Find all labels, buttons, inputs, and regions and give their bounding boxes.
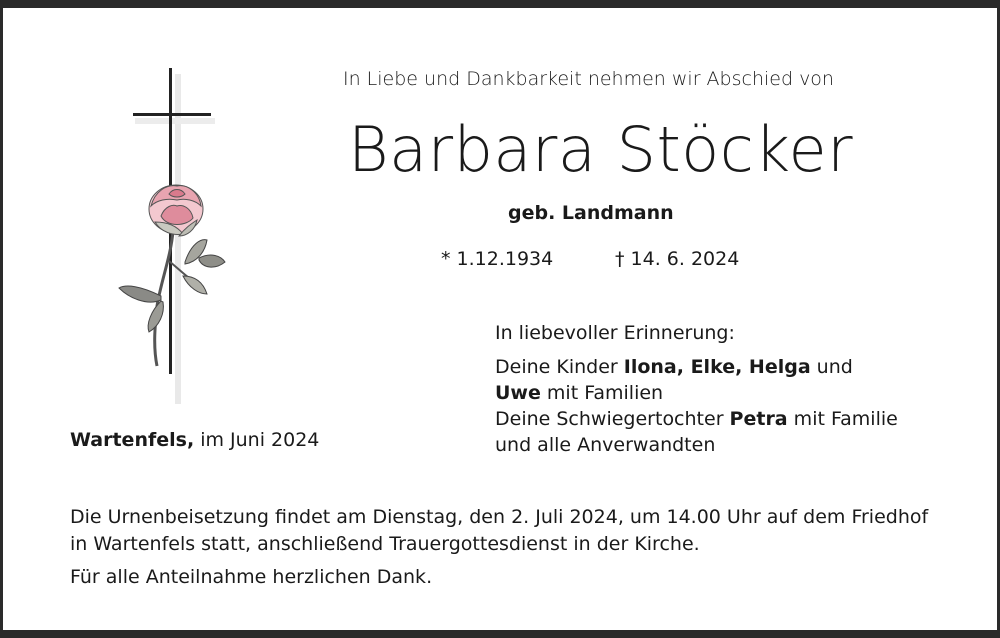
funeral-line-2: in Wartenfels statt, anschließend Trauergottesdienst in der Kirche. [70, 533, 700, 555]
mourners-block [495, 320, 898, 458]
son-name: Uwe [495, 382, 541, 404]
maiden-name: geb. Landmann [508, 202, 674, 224]
funeral-line-1: Die Urnenbeisetzung findet am Dienstag, den 2. Juli 2024, um 14.00 Uhr auf dem Friedhof [70, 506, 929, 528]
place-and-date [70, 429, 319, 451]
thanks-text: Für alle Anteilnahme herzlichen Dank. [70, 566, 433, 588]
daughter-in-law-name: Petra [729, 408, 788, 430]
birth-date: * 1.12.1934 [441, 248, 554, 270]
mourners-line-relatives: und alle Anverwandten [495, 434, 716, 456]
children-names: Ilona, Elke, Helga [623, 356, 811, 378]
deceased-name: Barbara Stöcker [348, 113, 854, 186]
month-year: im Juni 2024 [194, 429, 320, 451]
mourners-line-children: Deine Kinder Ilona, Elke, Helga und [495, 356, 853, 378]
intro-text: In Liebe und Dankbarkeit nehmen wir Abschied von [343, 68, 834, 90]
town-name: Wartenfels, [70, 429, 195, 451]
mourners-line-uwe: Uwe mit Familien [495, 382, 664, 404]
death-date: † 14. 6. 2024 [615, 248, 740, 270]
cross-rose-emblem [111, 66, 231, 406]
mourners-line-daughter-in-law: Deine Schwiegertochter Petra mit Familie [495, 408, 898, 430]
funeral-notice [70, 504, 970, 558]
mourners-heading: In liebevoller Erinnerung: [495, 322, 735, 344]
